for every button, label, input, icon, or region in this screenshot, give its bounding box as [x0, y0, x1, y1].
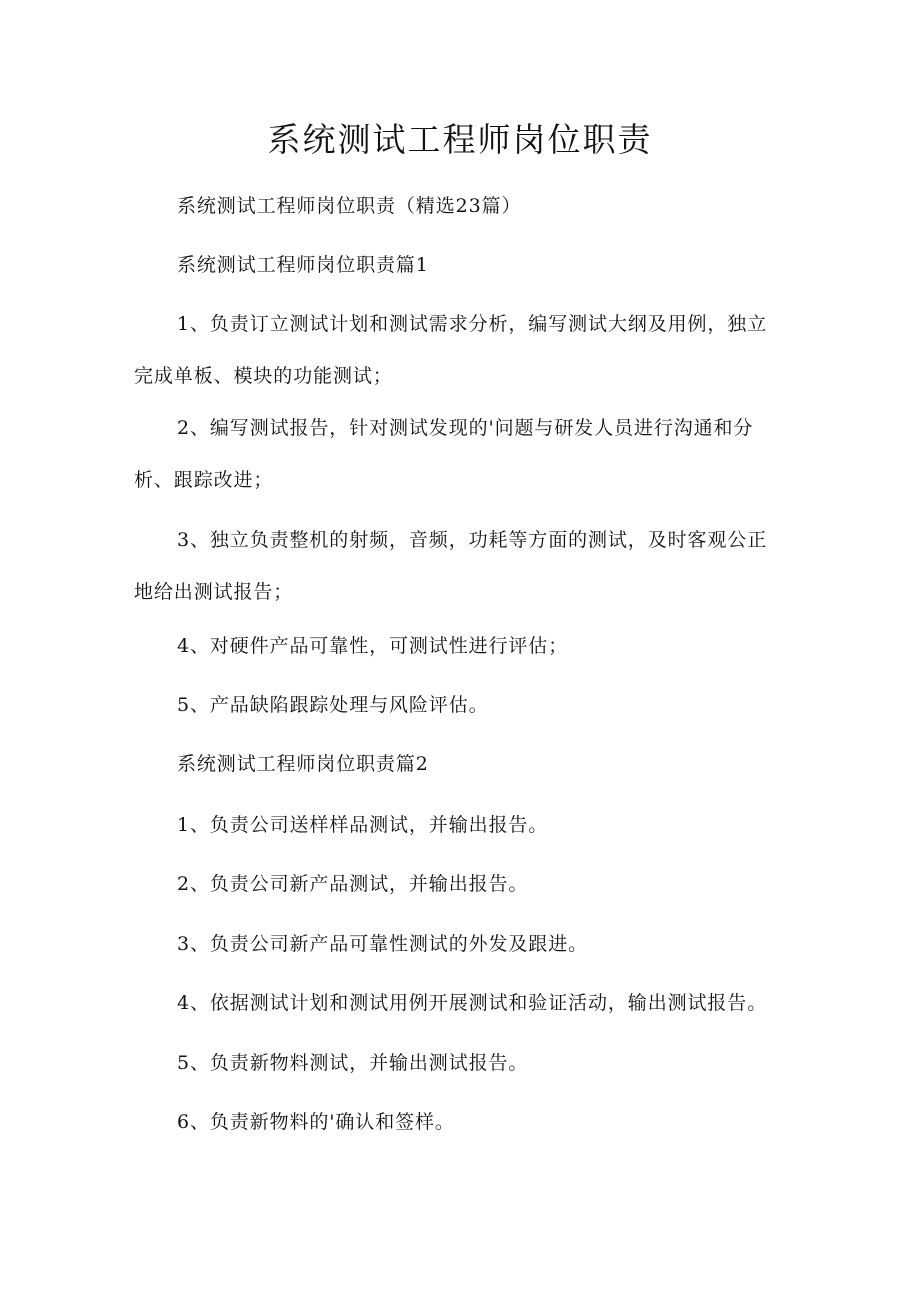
- document-subtitle: 系统测试工程师岗位职责（精选23篇）: [177, 195, 522, 217]
- list-item: 1、负责订立测试计划和测试需求分析，编写测试大纲及用例，独立完成单板、模块的功能测试；: [134, 313, 768, 387]
- list-item: 3、独立负责整机的射频，音频，功耗等方面的测试，及时客观公正地给出测试报告；: [134, 529, 768, 603]
- list-item: 3、负责公司新产品可靠性测试的外发及跟进。: [177, 933, 588, 955]
- list-item: 2、负责公司新产品测试，并输出报告。: [177, 873, 529, 895]
- section-heading-1: 系统测试工程师岗位职责篇1: [177, 254, 429, 276]
- list-item: 6、负责新物料的'确认和签样。: [177, 1111, 455, 1133]
- section-heading-2: 系统测试工程师岗位职责篇2: [177, 753, 429, 775]
- list-item: 4、依据测试计划和测试用例开展测试和验证活动，输出测试报告。: [177, 992, 768, 1014]
- document-title: 系统测试工程师岗位职责: [267, 120, 653, 159]
- list-item: 1、负责公司送样样品测试，并输出报告。: [177, 814, 549, 836]
- list-item: 5、负责新物料测试，并输出测试报告。: [177, 1052, 529, 1074]
- list-item: 4、对硬件产品可靠性，可测试性进行评估；: [177, 635, 569, 657]
- list-item: 2、编写测试报告，针对测试发现的'问题与研发人员进行沟通和分析、跟踪改进；: [134, 417, 754, 491]
- list-item: 5、产品缺陷跟踪处理与风险评估。: [177, 694, 489, 716]
